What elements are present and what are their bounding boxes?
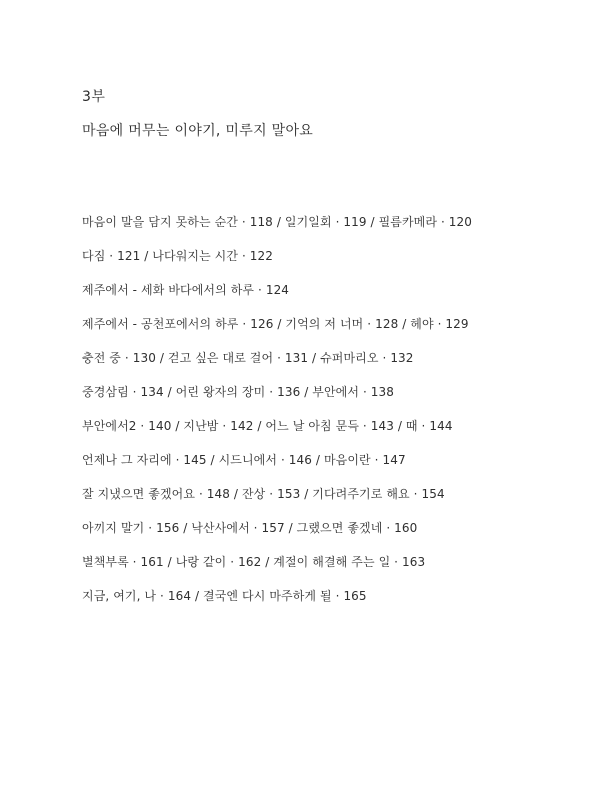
toc-line: 별책부록 · 161 / 나랑 같이 · 162 / 계절이 해결해 주는 일 · 163 [82,555,426,569]
toc-line: 언제나 그 자리에 · 145 / 시드니에서 · 146 / 마음이란 · 147 [82,453,406,467]
toc-line: 마음이 말을 담지 못하는 순간 · 118 / 일기일회 · 119 / 필름카메라 · 120 [82,215,472,229]
part-title: 마음에 머무는 이야기, 미루지 말아요 [82,123,314,139]
toc-line: 제주에서 - 공천포에서의 하루 · 126 / 기억의 저 너머 · 128 / 헤야 · 129 [82,317,469,331]
toc-line: 지금, 여기, 나 · 164 / 결국엔 다시 마주하게 될 · 165 [82,589,367,603]
part-number: 3부 [82,89,106,105]
toc-line: 충전 중 · 130 / 걷고 싶은 대로 걸어 · 131 / 슈퍼마리오 · 132 [82,351,414,365]
table-of-contents [82,212,472,620]
toc-line: 제주에서 - 세화 바다에서의 하루 · 124 [82,283,290,297]
toc-line: 중경삼림 · 134 / 어린 왕자의 장미 · 136 / 부안에서 · 138 [82,385,394,399]
toc-line: 잘 지냈으면 좋겠어요 · 148 / 잔상 · 153 / 기다려주기로 해요 · 154 [82,487,445,501]
toc-line: 부안에서2 · 140 / 지난밤 · 142 / 어느 날 아침 문득 · 143 / 때 · 144 [82,419,453,433]
toc-line: 다짐 · 121 / 나다워지는 시간 · 122 [82,249,274,263]
toc-line: 아끼지 말기 · 156 / 낙산사에서 · 157 / 그랬으면 좋겠네 · 160 [82,521,418,535]
